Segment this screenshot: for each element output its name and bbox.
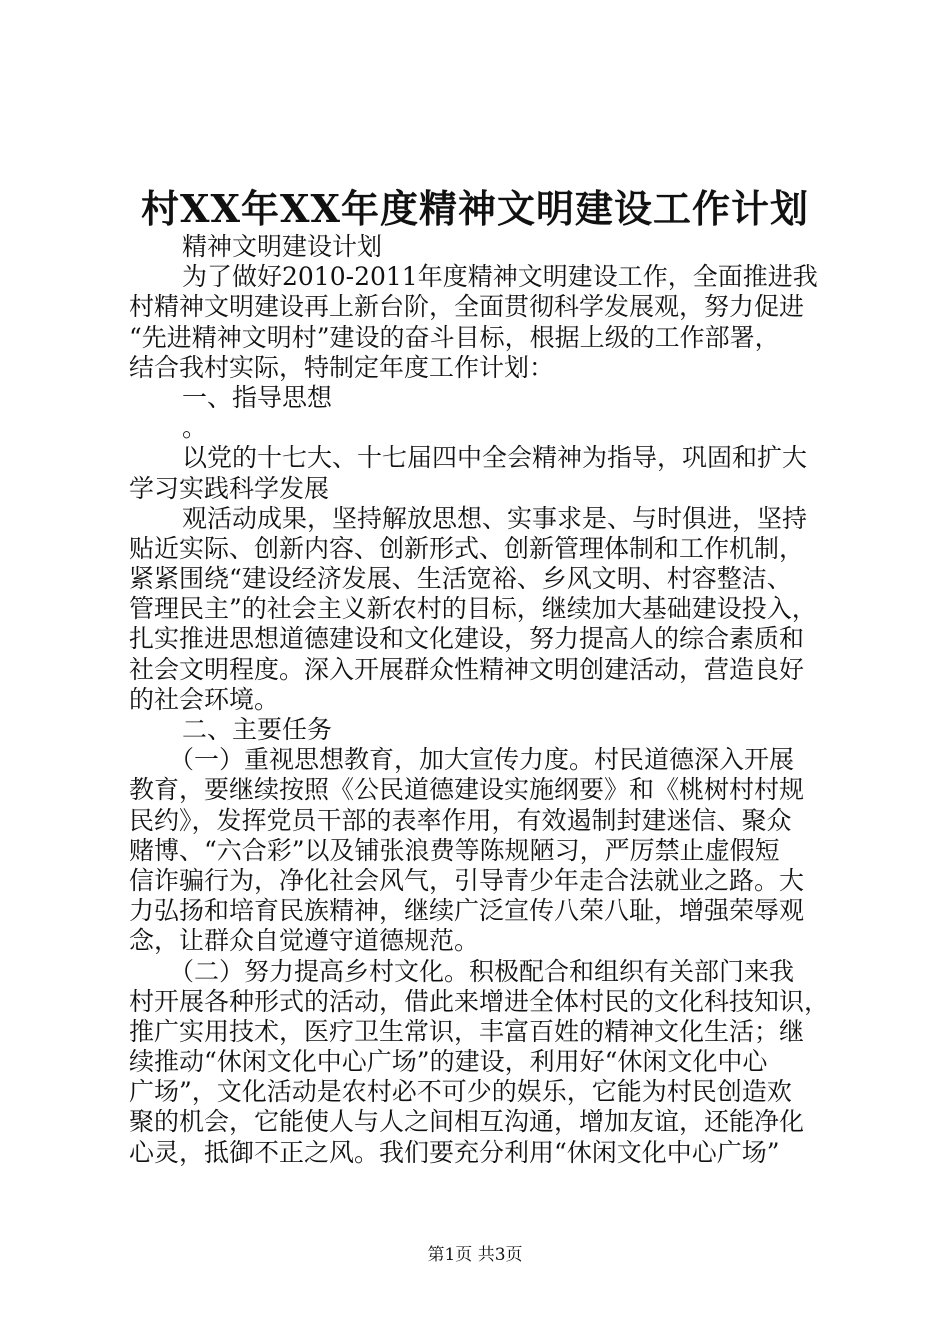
text-line: 一、指导思想 <box>182 382 333 412</box>
text-line: 续推动“休闲文化中心广场”的建设，利用好“休闲文化中心 <box>129 1047 768 1077</box>
text-line: 贴近实际、创新内容、创新形式、创新管理体制和工作机制， <box>129 533 805 563</box>
text-line: 广场”，文化活动是农村必不可少的娱乐，它能为村民创造欢 <box>129 1077 792 1107</box>
text-line: 力弘扬和培育民族精神，继续广泛宣传八荣八耻，增强荣辱观 <box>129 896 805 926</box>
text-line: 信诈骗行为，净化社会风气，引导青少年走合法就业之路。大 <box>129 865 805 895</box>
text-line: 。 <box>182 413 208 443</box>
text-line: 以党的十七大、十七届四中全会精神为指导，巩固和扩大 <box>182 443 808 473</box>
text-line: 的社会环境。 <box>129 684 280 714</box>
text-line: 观活动成果，坚持解放思想、实事求是、与时俱进，坚持 <box>182 503 808 533</box>
text-line: （一）重视思想教育，加大宣传力度。村民道德深入开展 <box>169 745 795 775</box>
text-line: 教育，要继续按照《公民道德建设实施纲要》和《桃树村村规 <box>129 775 805 805</box>
text-line: 二、主要任务 <box>182 715 333 744</box>
text-line: 村精神文明建设再上新台阶，全面贯彻科学发展观，努力促进 <box>129 292 805 322</box>
text-line: 结合我村实际，特制定年度工作计划： <box>129 352 555 382</box>
text-line: “先进精神文明村”建设的奋斗目标，根据上级的工作部署， <box>129 322 780 352</box>
text-line: 念，让群众自觉遵守道德规范。 <box>129 926 480 956</box>
text-line: 社会文明程度。深入开展群众性精神文明创建活动，营造良好 <box>129 654 805 684</box>
text-line: 管理民主”的社会主义新农村的目标，继续加大基础建设投入， <box>129 594 817 624</box>
page-footer: 第1页 共3页 <box>427 1245 523 1265</box>
text-line: （二）努力提高乡村文化。积极配合和组织有关部门来我 <box>169 956 795 986</box>
text-line: 赌博、“六合彩”以及铺张浪费等陈规陋习，严厉禁止虚假短 <box>129 835 780 865</box>
text-line: 为了做好2010-2011年度精神文明建设工作，全面推进我 <box>182 262 818 292</box>
document-body <box>129 232 841 1168</box>
text-line: 心灵，抵御不正之风。我们要充分利用“休闲文化中心广场” <box>129 1137 780 1167</box>
text-line: 民约》，发挥党员干部的表率作用，有效遏制封建迷信、聚众 <box>129 805 792 835</box>
text-line: 学习实践科学发展 <box>129 473 330 503</box>
text-line: 紧紧围绕“建设经济发展、生活宽裕、乡风文明、村容整洁、 <box>129 564 792 594</box>
text-line: 扎实推进思想道德建设和文化建设，努力提高人的综合素质和 <box>129 624 805 654</box>
text-line: 聚的机会，它能使人与人之间相互沟通，增加友谊，还能净化 <box>129 1107 805 1137</box>
document-title: 村XX年XX年度精神文明建设工作计划 <box>141 186 809 231</box>
text-line: 村开展各种形式的活动，借此来增进全体村民的文化科技知识， <box>129 986 830 1016</box>
text-line: 精神文明建设计划 <box>182 232 383 261</box>
text-line: 推广实用技术，医疗卫生常识，丰富百姓的精神文化生活；继 <box>129 1016 805 1046</box>
